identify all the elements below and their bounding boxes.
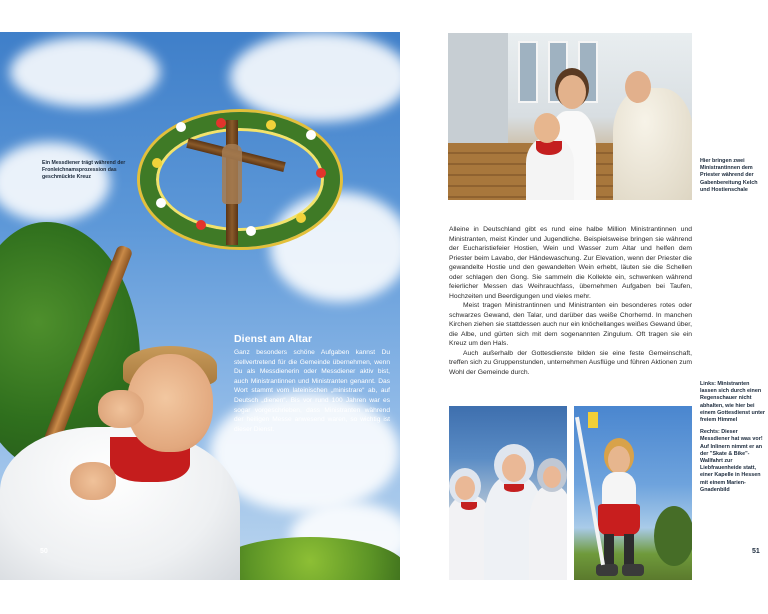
caption-bottom-left-photo: Links: Ministranten lassen sich durch einen Regenschauer nicht abhalten, wie hier bei einem Gottesdienst unter freiem Himmel: [700, 381, 765, 424]
photo-offertory: [448, 33, 692, 200]
caption-bottom-right-photo: Rechts: Dieser Messdiener hat was vor! Auf Inlinern nimmt er an der "Skate & Bike"-Wallfahrt zur Liebfrauenheide statt, einer Kapelle in Hessen mit einem Marien-Gnadenbild: [700, 429, 763, 493]
photo-rain-service: [449, 406, 567, 580]
main-article-text: [449, 225, 692, 377]
altar-boy-hand-upper: [98, 390, 144, 428]
photo-caption-top-right: Hier bringen zwei Ministrantinnen dem Priester während der Gabenbereitung Kelch und Hostienschale: [700, 158, 758, 193]
paragraph-3: Auch außerhalb der Gottesdienste bilden sie eine feste Gemeinschaft, treffen sich zu Gruppenstunden, unternehmen Ausflüge und führen Aktionen zum Wohl der Gemeinde durch.: [449, 349, 692, 376]
paragraph-2: Meist tragen Ministrantinnen und Ministranten ein besonderes rotes oder schwarzes Gewand, den Talar, und darüber das weiße Chorhemd. In manchen Kirchen ziehen sie stattdessen auch nur ein knöchellanges weißes Gewand über, die Albe, und gürten sich mit dem sogenannten Zingulum. Oft tragen sie ein Kreuz um den Hals.: [449, 302, 692, 347]
box-body: Ganz besonders schöne Aufgaben kannst Du stellvertretend für die Gemeinde übernehmen, wenn Du als Messdienerin oder Messdiener aktiv bist, auch Ministrantinnen und Ministranten genannt. Das Wort stammt vom lateinischen „ministrare“ ab, auf Deutsch „dienen“. Bis vor rund 100 Jahren war es sogar vorgeschrieben, dass Ministranten während der heiligen Messe anwesend waren, so wichtig ist dieser Dienst.: [234, 349, 390, 433]
photo-skate-pilgrimage: [574, 406, 692, 580]
procession-photo: [0, 32, 400, 580]
photo-caption-left: Ein Messdiener trägt während der Fronleichnamsprozession das geschmückte Kreuz: [42, 160, 126, 180]
tree-bottom: [215, 537, 400, 580]
page-number-left: 50: [40, 548, 48, 555]
corpus-figure: [222, 144, 242, 204]
photo-captions-bottom: [700, 381, 766, 499]
page-number-right: 51: [752, 548, 760, 555]
paragraph-1: Alleine in Deutschland gibt es rund eine halbe Million Ministrantinnen und Ministranten, meist Kinder und Jugendliche. Beispielsweise bringen sie während der Eucharistiefeier Hostien, Wein und Wasser zum Altar und helfen dem Priester beim Lavabo, der Händewaschung. Zur Elevation, wenn der Priester die gewandelte Hostie und den gewandelten Wein erhebt, läuten sie die Schellen oder schlagen den Gong. Sie sammeln die Kollekte ein, schwenken während feierlicher Messen das Weihrauchfass, übernehmen Aufgaben bei Taufen, Hochzeiten und Beerdigungen und vieles mehr.: [449, 226, 692, 300]
box-heading: Dienst am Altar: [234, 333, 313, 345]
altar-boy-hand-lower: [70, 462, 116, 500]
